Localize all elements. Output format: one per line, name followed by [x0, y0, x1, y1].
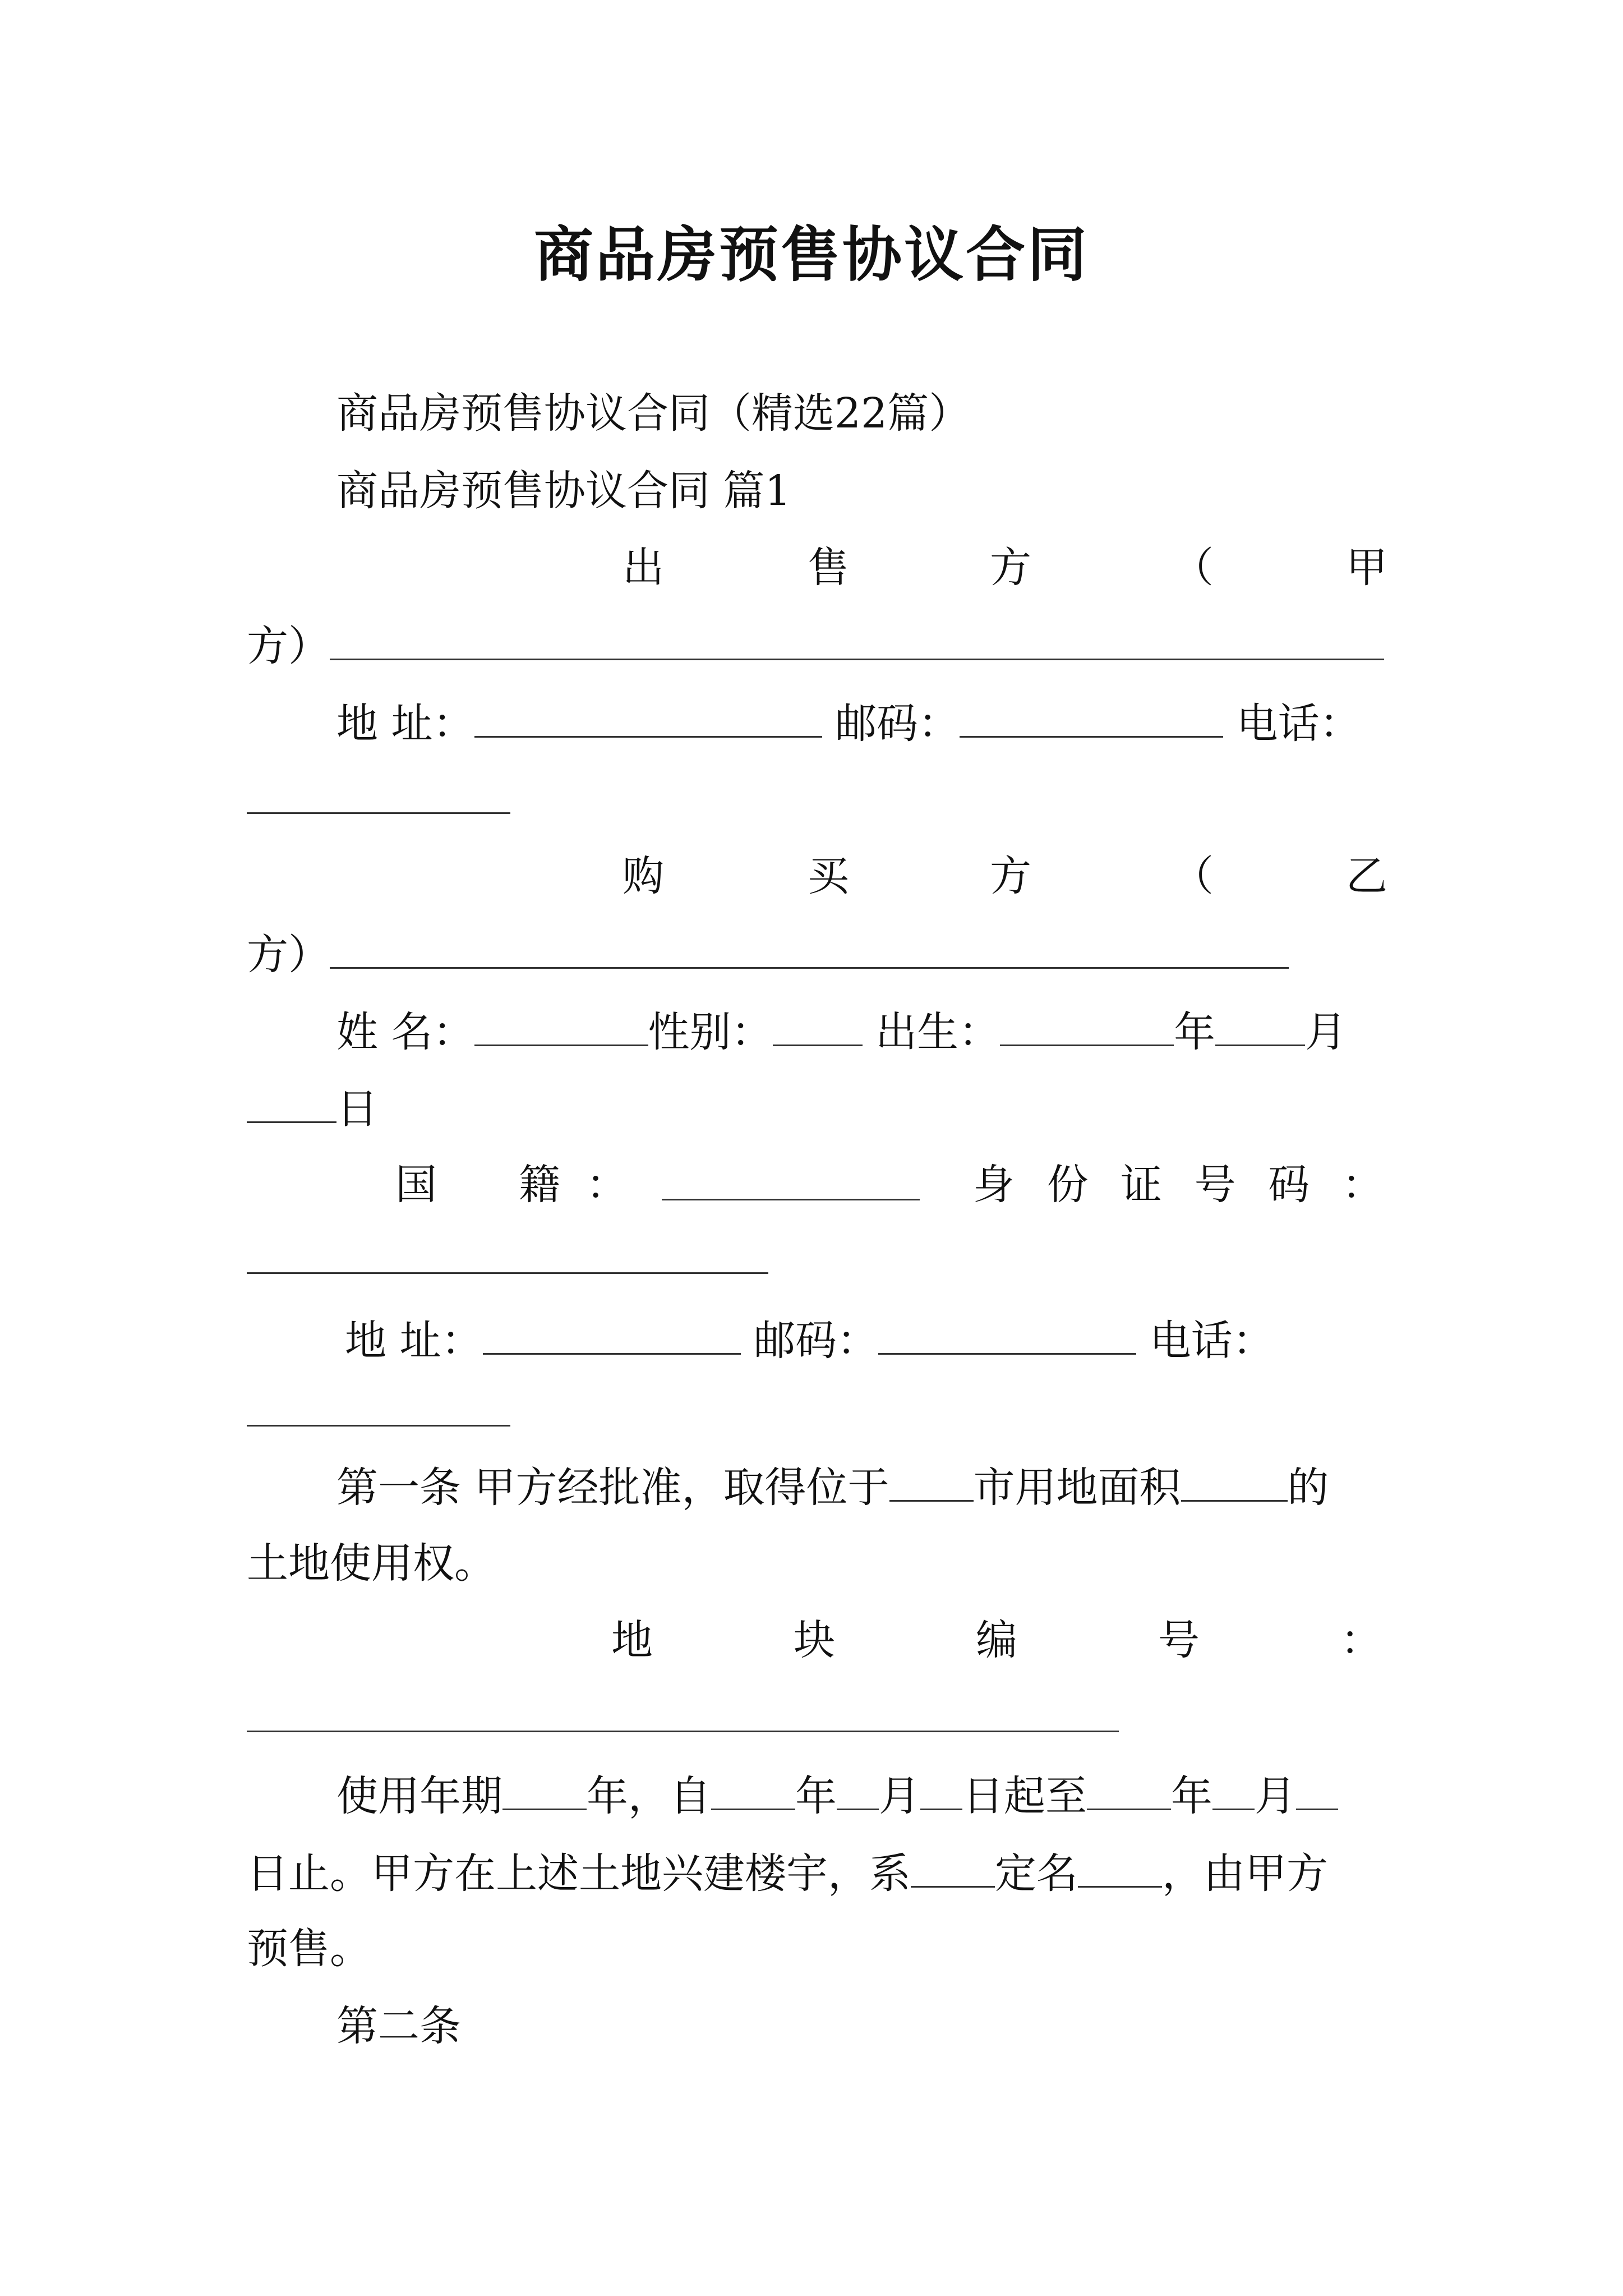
article-2-heading: 第二条: [336, 2002, 461, 2050]
seller-phone-blank[interactable]: [247, 812, 510, 814]
buyer-info-line: 姓 名： 性别： 出生： 年 月: [336, 1008, 1347, 1056]
start-month-blank[interactable]: [837, 1774, 879, 1810]
birth-year-field[interactable]: [1000, 1010, 1174, 1046]
start-year-blank[interactable]: [711, 1774, 795, 1810]
document-title: 商品房预售协议合同: [534, 219, 1089, 289]
term-line-3: 预售。: [247, 1925, 371, 1973]
intro-line: 商品房预售协议合同（精选22篇）: [336, 389, 971, 438]
nationality-blank[interactable]: [662, 1164, 920, 1200]
section-heading: 商品房预售协议合同 篇1: [336, 467, 791, 515]
seller-name-line: 方）: [247, 624, 1384, 667]
birth-day-field[interactable]: [247, 1087, 336, 1123]
plot-number-blank[interactable]: [247, 1731, 1119, 1732]
buyer-phone-blank[interactable]: [247, 1425, 510, 1427]
seller-address-line: 地 址： 邮码： 电话：: [336, 700, 1361, 748]
seller-address-blank[interactable]: [474, 701, 822, 738]
buyer-name-line: 方）: [247, 932, 1289, 976]
land-area-blank[interactable]: [1181, 1465, 1288, 1502]
article-1-line-1: 第一条 甲方经批准，取得位于 市用地面积 的: [336, 1464, 1329, 1512]
end-day-blank[interactable]: [1296, 1774, 1338, 1810]
city-blank[interactable]: [889, 1465, 974, 1502]
building-name-blank[interactable]: [1078, 1851, 1162, 1888]
buyer-address-blank[interactable]: [483, 1318, 741, 1355]
birth-month-field[interactable]: [1215, 1010, 1305, 1046]
start-day-blank[interactable]: [920, 1774, 962, 1810]
seller-name-blank[interactable]: [330, 624, 1384, 660]
term-line-1: 使用年期 年，自 年 月 日起至 年 月: [336, 1774, 1338, 1817]
end-year-blank[interactable]: [1087, 1774, 1171, 1810]
building-blank[interactable]: [911, 1851, 995, 1888]
article-1-line-2: 土地使用权。: [247, 1539, 496, 1588]
birth-day-line: 日: [247, 1087, 378, 1130]
buyer-gender-field[interactable]: [773, 1010, 863, 1046]
end-month-blank[interactable]: [1212, 1774, 1255, 1810]
buyer-zip-blank[interactable]: [878, 1318, 1136, 1355]
buyer-name-field[interactable]: [474, 1010, 648, 1046]
buyer-address-line: 地 址： 邮码： 电话：: [345, 1317, 1274, 1365]
term-years-blank[interactable]: [502, 1774, 587, 1810]
id-number-blank[interactable]: [247, 1272, 768, 1274]
buyer-name-blank[interactable]: [330, 932, 1289, 969]
term-line-2: 日止。甲方在上述土地兴建楼宇，系 定名 ，由甲方: [247, 1849, 1328, 1898]
seller-zip-blank[interactable]: [960, 701, 1223, 738]
